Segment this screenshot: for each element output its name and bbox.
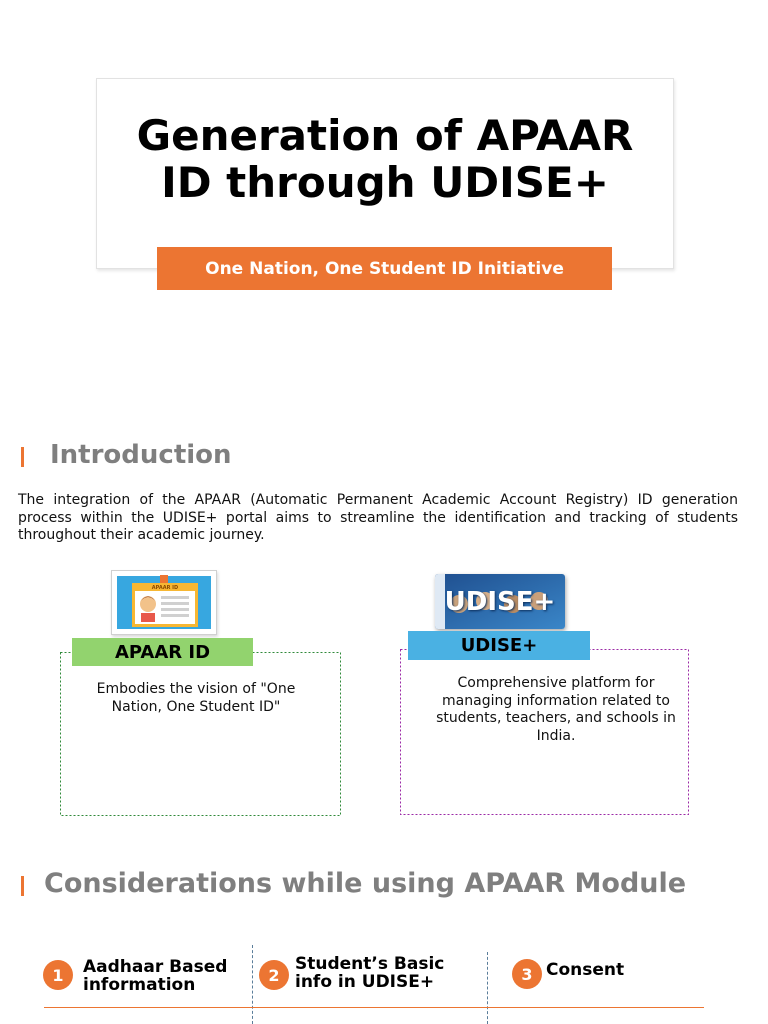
id-card-icon (112, 571, 216, 634)
step-3-badge: 3 (512, 959, 542, 989)
step-2-badge: 2 (259, 960, 289, 990)
id-card-caption: APAAR ID (151, 585, 179, 591)
step-1-badge: 1 (43, 960, 73, 990)
column-separator-2 (487, 952, 488, 1024)
column-separator-1 (252, 945, 253, 1024)
step-2-label: Student’s Basic info in UDISE+ (295, 954, 445, 992)
page-title: Generation of APAAR ID through UDISE+ (136, 111, 634, 207)
introduction-marker (21, 447, 24, 467)
introduction-heading: Introduction (50, 440, 232, 470)
subtitle-banner: One Nation, One Student ID Initiative (157, 247, 612, 290)
apaar-id-label: APAAR ID (72, 638, 253, 666)
udise-logo (435, 574, 565, 629)
introduction-paragraph: The integration of the APAAR (Automatic Permanent Academic Account Registry) ID generation process within the UDISE+ portal aims to streamline the identification and tracking of students throughout their academic journey. (18, 492, 738, 543)
step-3-label: Consent (546, 960, 625, 980)
apaar-id-card-icon (111, 570, 217, 635)
udise-logo-text: UDISE+ (444, 587, 556, 617)
apaar-id-box (60, 652, 342, 817)
apaar-id-description: Embodies the vision of "One Nation, One Student ID" (96, 681, 296, 715)
udise-label: UDISE+ (408, 631, 590, 660)
udise-description: Comprehensive platform for managing information related to students, teachers, and schools in India. (436, 675, 676, 744)
considerations-heading: Considerations while using APAAR Module (44, 868, 687, 899)
considerations-rule (44, 1007, 704, 1008)
considerations-marker (21, 876, 24, 896)
step-1-label: Aadhaar Based information (83, 957, 228, 995)
